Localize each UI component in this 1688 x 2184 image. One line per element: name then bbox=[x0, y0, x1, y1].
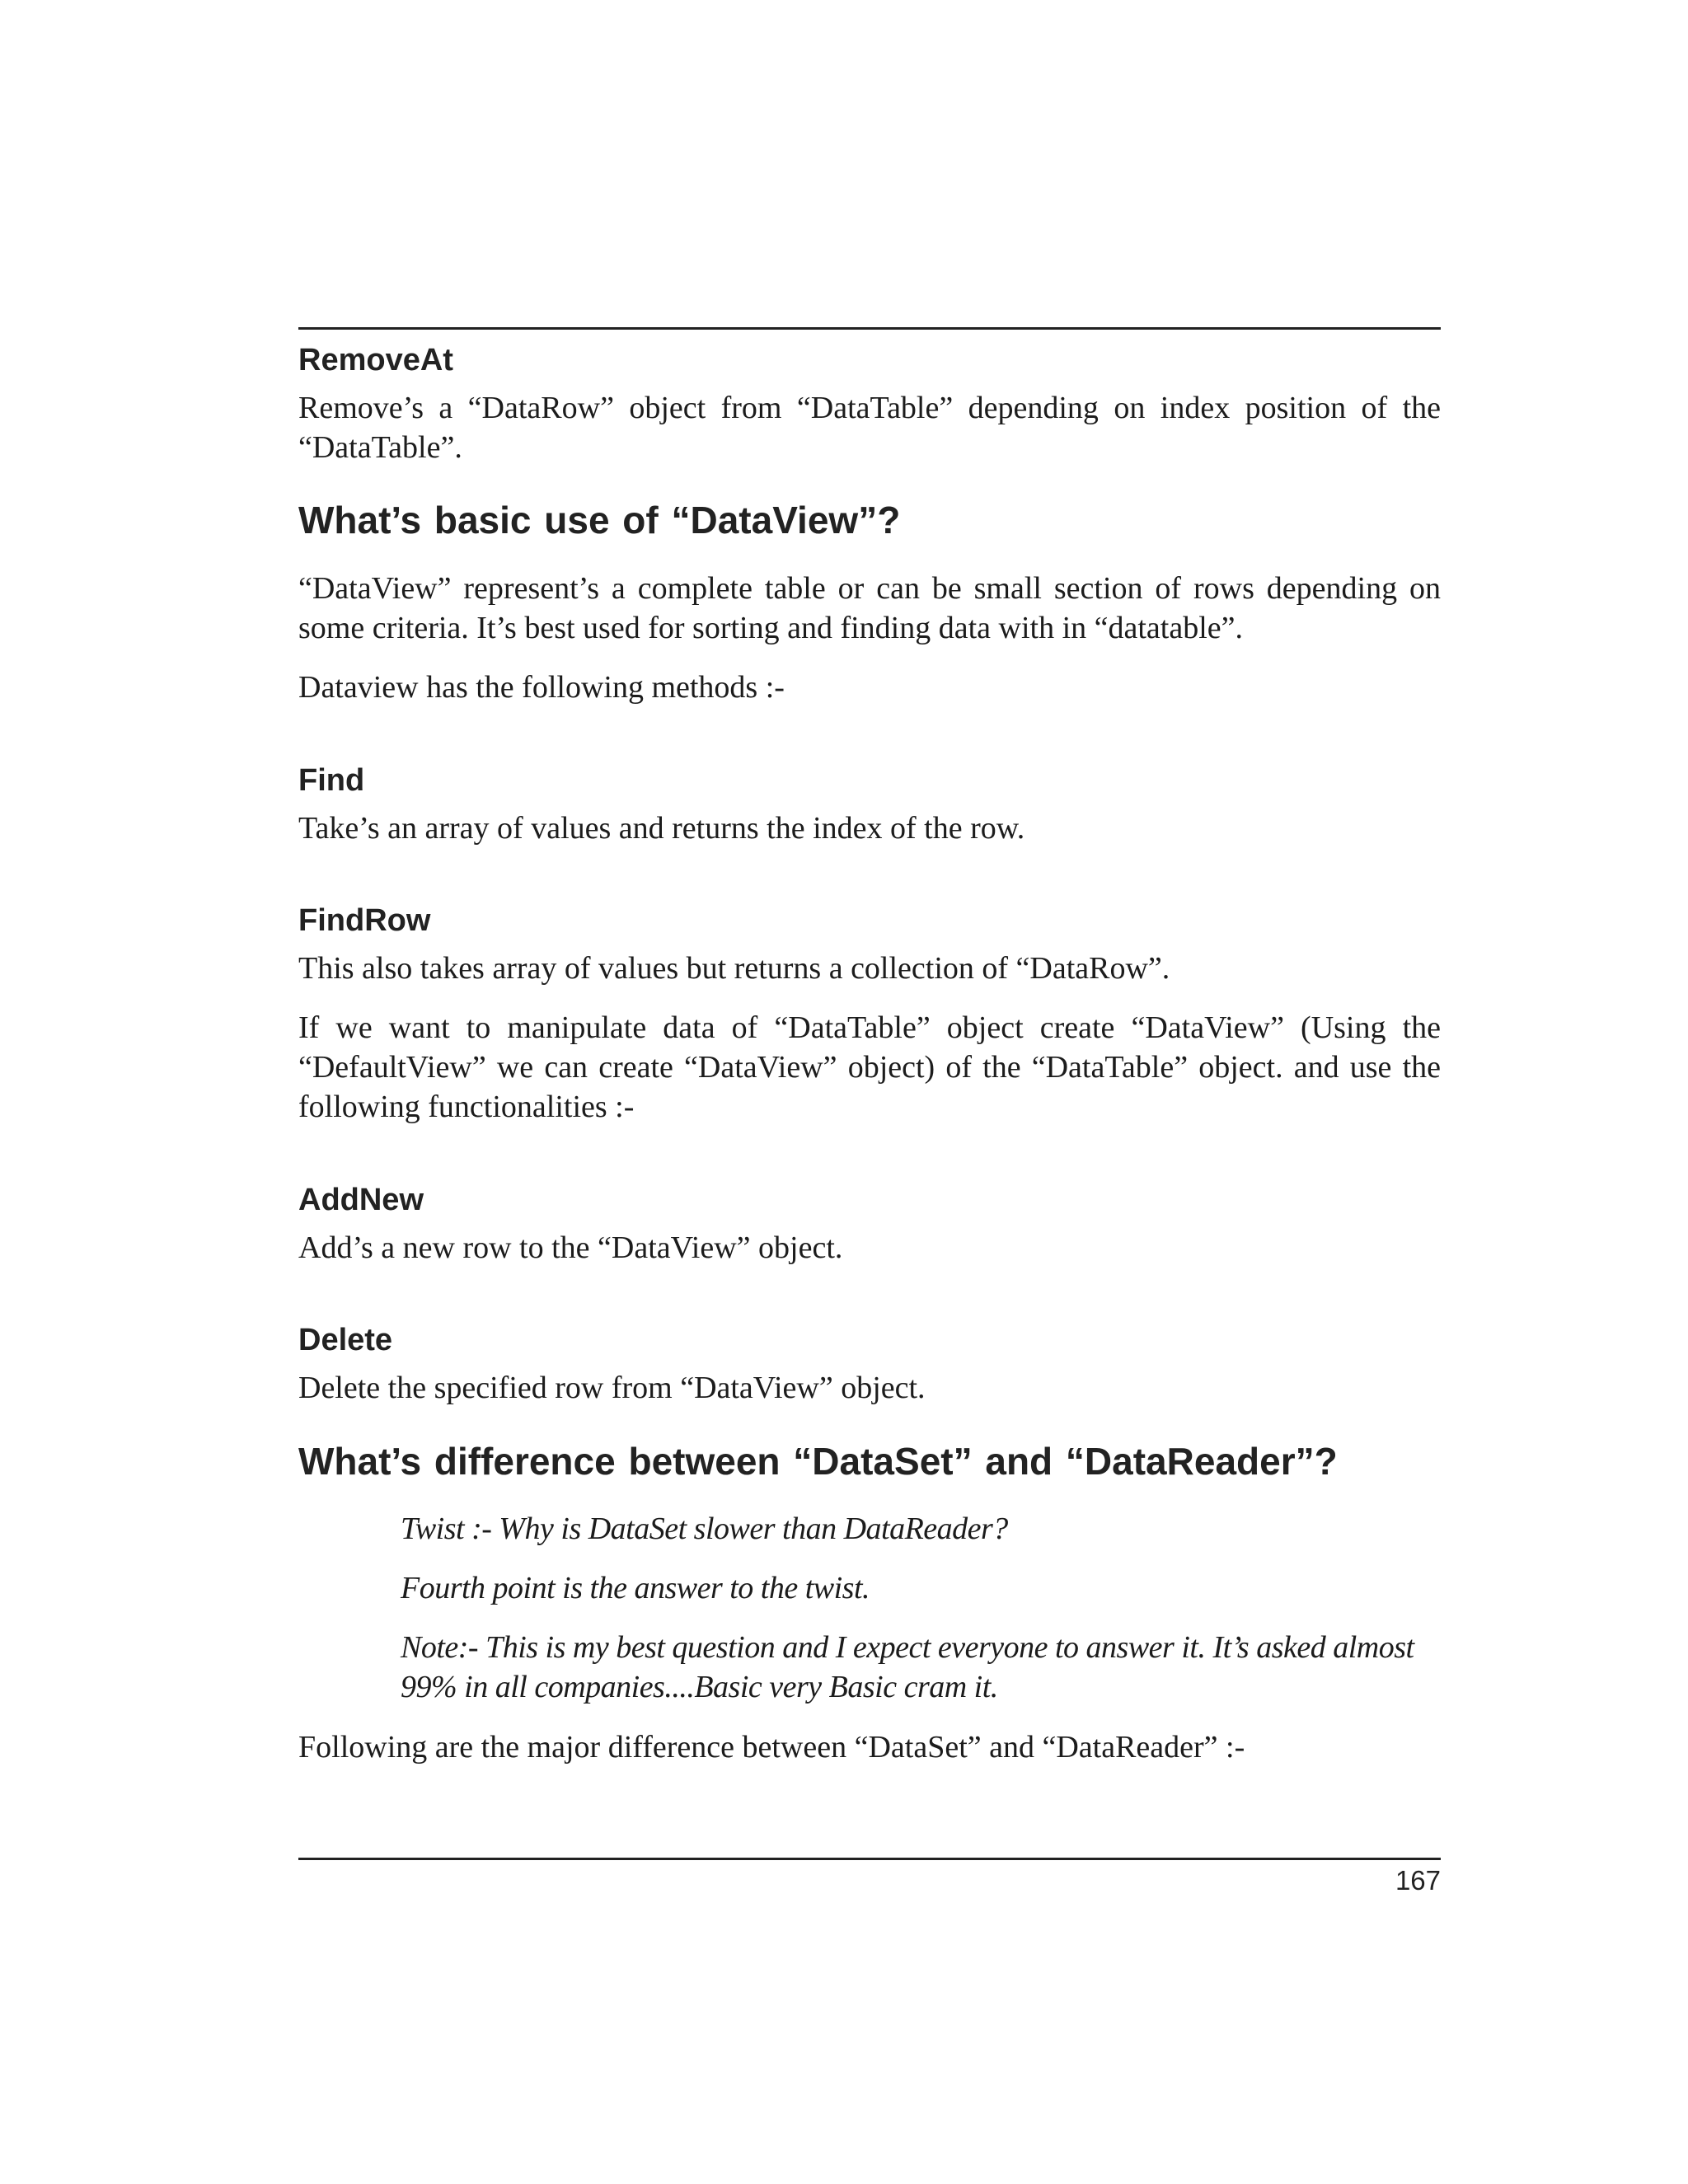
dataset-question bbox=[298, 1439, 1441, 1483]
findrow-heading: FindRow bbox=[298, 903, 431, 938]
addnew-text: Add’s a new row to the “DataView” object. bbox=[298, 1230, 843, 1265]
following-section bbox=[298, 1727, 1441, 1767]
dataview-question bbox=[298, 498, 1441, 707]
note-text: Note:- This is my best question and I expect everyone to answer it. It’s asked almost 99% in all companies....Basic very Basic cram it. bbox=[401, 1630, 1414, 1704]
find-heading: Find bbox=[298, 763, 365, 798]
delete-heading: Delete bbox=[298, 1323, 393, 1357]
find-text: Take’s an array of values and returns the index of the row. bbox=[298, 811, 1025, 846]
findrow-para: If we want to manipulate data of “DataTable” object create “DataView” (Using the “DefaultView” we can create “DataView” object) of the “DataTable” object. and use the following functionalities :- bbox=[298, 1010, 1441, 1124]
addnew-heading: AddNew bbox=[298, 1183, 424, 1217]
removeat-text: Remove’s a “DataRow” object from “DataTable” depending on index position of the “DataTable”. bbox=[298, 391, 1441, 465]
dataview-para1: “DataView” represent’s a complete table or can be small section of rows depending on some criteria. It’s best used for sorting and finding data with in “datatable”. bbox=[298, 571, 1441, 645]
findrow-section bbox=[298, 902, 1441, 1127]
footer-rule bbox=[298, 1858, 1441, 1860]
following-text: Following are the major difference between “DataSet” and “DataReader” :- bbox=[298, 1730, 1245, 1765]
header-rule bbox=[298, 327, 1441, 330]
delete-text: Delete the specified row from “DataView” object. bbox=[298, 1371, 926, 1405]
dataset-heading: What’s difference between “DataSet” and “DataReader”? bbox=[298, 1440, 1338, 1483]
page-number: 167 bbox=[1395, 1865, 1441, 1896]
delete-section bbox=[298, 1322, 1441, 1408]
findrow-text: This also takes array of values but returns a collection of “DataRow”. bbox=[298, 951, 1170, 986]
dataview-para2: Dataview has the following methods :- bbox=[298, 670, 785, 705]
book-page bbox=[298, 0, 1441, 2184]
removeat-heading: RemoveAt bbox=[298, 343, 453, 377]
find-section bbox=[298, 762, 1441, 848]
fourth-point-text: Fourth point is the answer to the twist. bbox=[401, 1571, 870, 1605]
dataview-heading: What’s basic use of “DataView”? bbox=[298, 499, 901, 541]
twist-notes bbox=[401, 1509, 1431, 1707]
removeat-section bbox=[298, 342, 1441, 467]
twist-text: Twist :- Why is DataSet slower than DataReader? bbox=[401, 1511, 1008, 1546]
addnew-section bbox=[298, 1182, 1441, 1268]
